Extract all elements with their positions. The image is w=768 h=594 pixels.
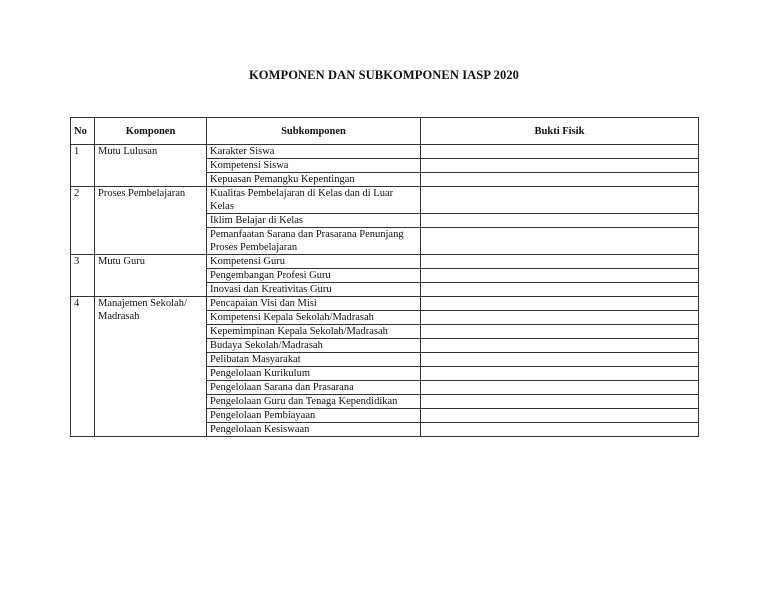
table-row xyxy=(71,187,699,214)
row-number: 4 xyxy=(71,297,95,437)
bukti-fisik-cell[interactable] xyxy=(421,269,699,283)
subkomponen-cell: Iklim Belajar di Kelas xyxy=(207,214,421,228)
bukti-fisik-cell[interactable] xyxy=(421,311,699,325)
header-komponen: Komponen xyxy=(95,118,207,145)
header-bukti-fisik: Bukti Fisik xyxy=(421,118,699,145)
bukti-fisik-cell[interactable] xyxy=(421,381,699,395)
bukti-fisik-cell[interactable] xyxy=(421,297,699,311)
subkomponen-cell: Pengembangan Profesi Guru xyxy=(207,269,421,283)
bukti-fisik-cell[interactable] xyxy=(421,159,699,173)
subkomponen-cell: Kompetensi Siswa xyxy=(207,159,421,173)
bukti-fisik-cell[interactable] xyxy=(421,214,699,228)
subkomponen-cell: Kepuasan Pemangku Kepentingan xyxy=(207,173,421,187)
page-title: KOMPONEN DAN SUBKOMPONEN IASP 2020 xyxy=(248,68,520,82)
komponen-cell: Proses Pembelajaran xyxy=(95,187,207,255)
subkomponen-cell: Pengelolaan Sarana dan Prasarana xyxy=(207,381,421,395)
bukti-fisik-cell[interactable] xyxy=(421,187,699,214)
header-no: No xyxy=(71,118,95,145)
subkomponen-cell: Kualitas Pembelajaran di Kelas dan di Luar Kelas xyxy=(207,187,421,214)
subkomponen-cell: Pencapaian Visi dan Misi xyxy=(207,297,421,311)
table-row xyxy=(71,255,699,269)
subkomponen-cell: Kompetensi Guru xyxy=(207,255,421,269)
komponen-cell: Mutu Lulusan xyxy=(95,145,207,187)
table-header-row xyxy=(71,118,699,145)
bukti-fisik-cell[interactable] xyxy=(421,228,699,255)
bukti-fisik-cell[interactable] xyxy=(421,339,699,353)
bukti-fisik-cell[interactable] xyxy=(421,325,699,339)
table-row xyxy=(71,145,699,159)
subkomponen-cell: Inovasi dan Kreativitas Guru xyxy=(207,283,421,297)
subkomponen-cell: Pengelolaan Pembiayaan xyxy=(207,409,421,423)
row-number: 2 xyxy=(71,187,95,255)
header-subkomponen: Subkomponen xyxy=(207,118,421,145)
bukti-fisik-cell[interactable] xyxy=(421,409,699,423)
row-number: 3 xyxy=(71,255,95,297)
bukti-fisik-cell[interactable] xyxy=(421,173,699,187)
subkomponen-cell: Pelibatan Masyarakat xyxy=(207,353,421,367)
bukti-fisik-cell[interactable] xyxy=(421,145,699,159)
bukti-fisik-cell[interactable] xyxy=(421,367,699,381)
bukti-fisik-cell[interactable] xyxy=(421,423,699,437)
subkomponen-cell: Budaya Sekolah/Madrasah xyxy=(207,339,421,353)
bukti-fisik-cell[interactable] xyxy=(421,283,699,297)
subkomponen-cell: Pengelolaan Kesiswaan xyxy=(207,423,421,437)
row-number: 1 xyxy=(71,145,95,187)
subkomponen-cell: Kepemimpinan Kepala Sekolah/Madrasah xyxy=(207,325,421,339)
table-row xyxy=(71,297,699,311)
bukti-fisik-cell[interactable] xyxy=(421,255,699,269)
subkomponen-cell: Pengelolaan Guru dan Tenaga Kependidikan xyxy=(207,395,421,409)
subkomponen-cell: Karakter Siswa xyxy=(207,145,421,159)
table-body xyxy=(71,145,699,437)
bukti-fisik-cell[interactable] xyxy=(421,353,699,367)
subkomponen-cell: Pemanfaatan Sarana dan Prasarana Penunjang Proses Pembelajaran xyxy=(207,228,421,255)
subkomponen-cell: Kompetensi Kepala Sekolah/Madrasah xyxy=(207,311,421,325)
component-table xyxy=(70,117,699,437)
bukti-fisik-cell[interactable] xyxy=(421,395,699,409)
subkomponen-cell: Pengelolaan Kurikulum xyxy=(207,367,421,381)
komponen-cell: Mutu Guru xyxy=(95,255,207,297)
komponen-cell: Manajemen Sekolah/ Madrasah xyxy=(95,297,207,437)
